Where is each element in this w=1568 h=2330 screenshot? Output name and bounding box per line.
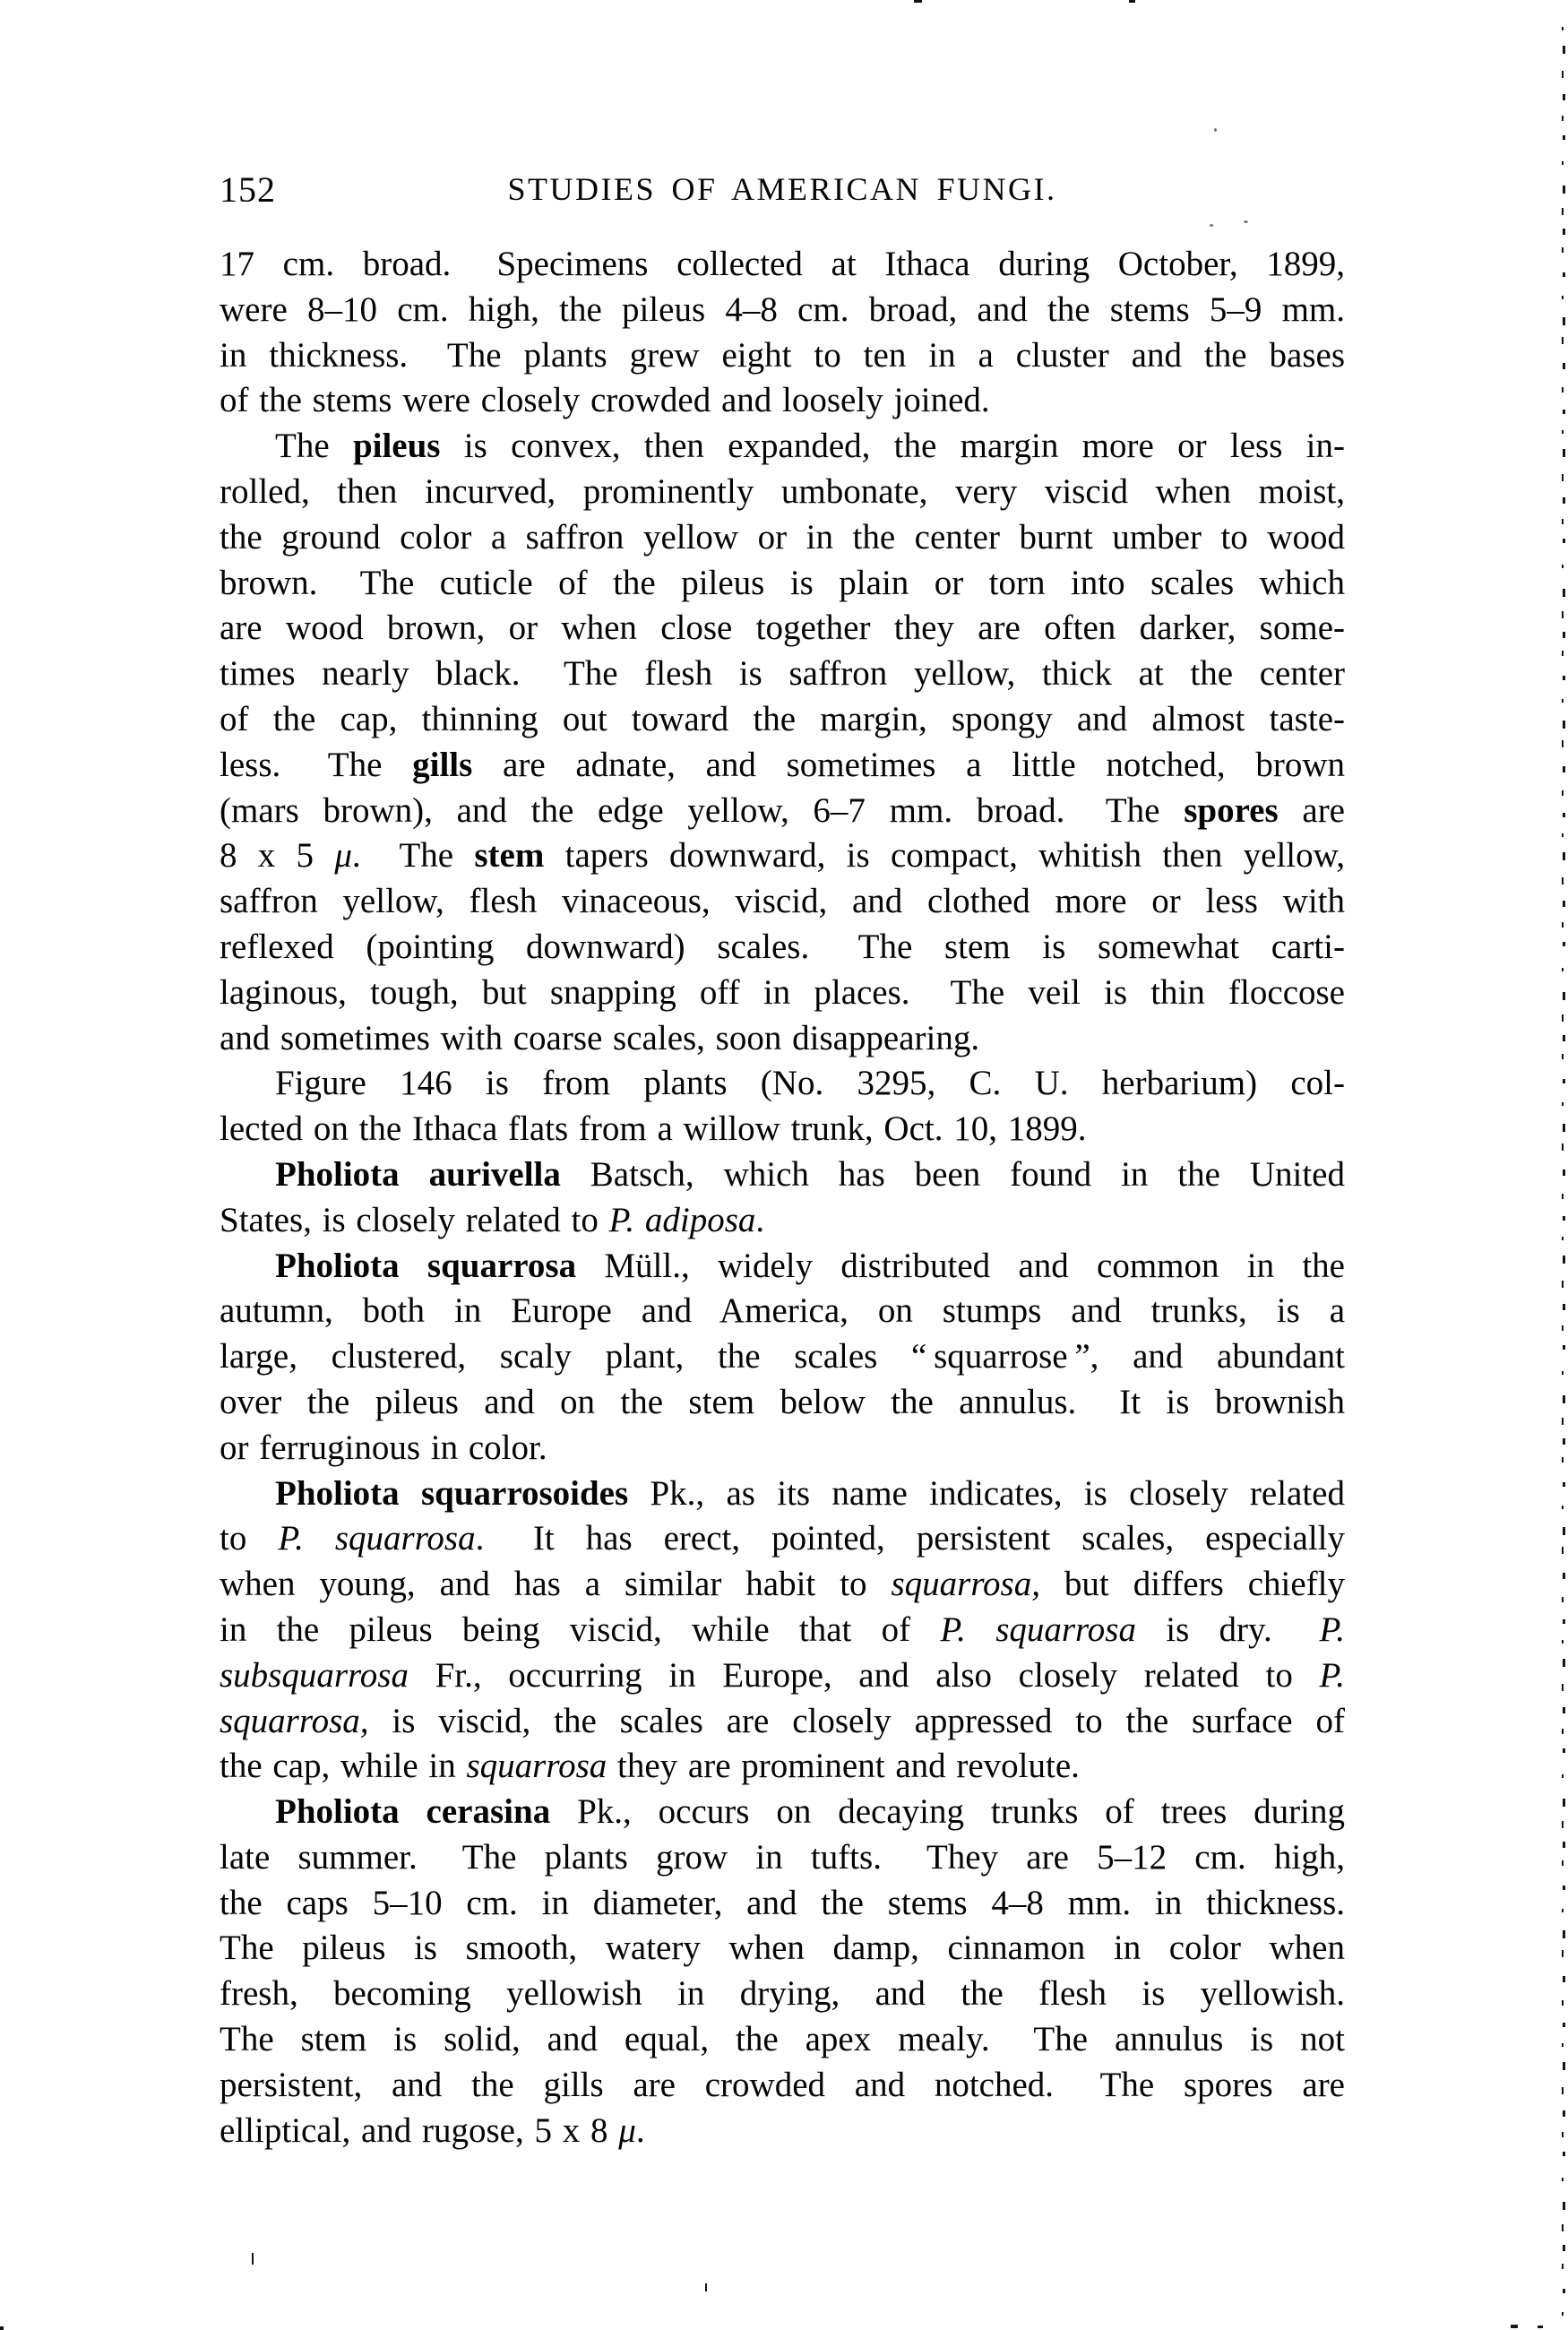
text-run: are — [1278, 790, 1345, 830]
scan-edge-dot — [1563, 229, 1565, 235]
scan-edge-dot — [1562, 1909, 1564, 1912]
scan-edge-dot — [1563, 1842, 1565, 1848]
scan-edge-dot — [1562, 1457, 1564, 1463]
text-run: less. The — [220, 745, 413, 784]
text-line — [220, 1061, 1345, 1107]
text-run: or ferruginous in color. — [220, 1428, 547, 1467]
italic-term: μ — [334, 836, 352, 876]
scan-edge-dot — [1563, 1169, 1565, 1176]
text-line — [220, 2063, 1345, 2109]
scan-edge-dot — [1562, 1102, 1564, 1106]
text-line — [220, 833, 1345, 879]
text-run: the caps 5–10 cm. in diameter, and the stems 4–8 mm. in thickness. — [220, 1883, 1345, 1922]
scan-edge-dot — [1562, 1418, 1564, 1425]
scan-edge-dot — [1562, 1054, 1564, 1059]
scan-edge-dot — [1562, 2087, 1564, 2094]
scan-artifact — [252, 2253, 254, 2265]
text-line — [220, 561, 1345, 607]
text-run: is convex, then expanded, the margin more or less in- — [440, 427, 1345, 466]
scan-edge-dot — [1563, 2152, 1565, 2156]
scan-edge-dot — [1562, 1950, 1564, 1957]
text-line — [220, 1471, 1345, 1517]
text-line — [220, 288, 1345, 333]
bold-term: Pholiota squarrosa — [275, 1246, 577, 1285]
italic-term: squarrosa, — [220, 1701, 369, 1740]
text-line — [220, 1744, 1345, 1790]
scan-edge-dot — [1563, 632, 1565, 638]
scan-edge-dot — [1563, 186, 1565, 194]
text-line — [220, 1653, 1345, 1699]
text-run: . It has erect, pointed, persistent scales, especially — [475, 1519, 1345, 1558]
text-run: Batsch, which has been found in the United — [560, 1154, 1345, 1194]
scan-edge-dot — [1563, 813, 1565, 817]
scan-edge-dot — [1563, 2289, 1565, 2293]
italic-term: squarrosa — [466, 1747, 607, 1786]
scan-edge-dot — [1562, 27, 1564, 30]
scan-edge-dot — [1562, 474, 1564, 481]
scan-edge-dot — [1563, 2245, 1565, 2251]
scan-edge-dot — [1563, 135, 1565, 140]
scan-edge-dot — [1563, 94, 1565, 100]
italic-term: P. — [1319, 1655, 1345, 1695]
italic-term: P. — [1319, 1609, 1346, 1649]
scan-edge-dot — [1562, 2312, 1564, 2316]
scan-artifact — [0, 2326, 4, 2330]
scan-edge-dot — [1562, 1014, 1564, 1022]
scan-edge-dot — [1563, 2062, 1565, 2070]
text-line — [220, 1562, 1345, 1608]
scan-edge-dot — [1562, 1325, 1564, 1331]
text-line — [220, 1334, 1345, 1380]
scan-artifact — [914, 0, 922, 3]
scan-edge-dot — [1563, 497, 1565, 504]
text-run: . The — [351, 836, 475, 876]
text-run: elliptical, and rugose, 5 x 8 — [220, 2110, 619, 2150]
text-line — [220, 789, 1345, 834]
page-header — [220, 167, 1345, 208]
text-line — [220, 925, 1345, 971]
scan-edge-dot — [1562, 2000, 1564, 2006]
scan-edge-dot — [1562, 1237, 1564, 1240]
scan-edge-dot — [1563, 901, 1565, 907]
scan-edge-dot — [1562, 337, 1564, 344]
scan-edge-dot — [1562, 611, 1564, 618]
text-line — [220, 1426, 1345, 1471]
scan-edge-dot — [1563, 589, 1565, 597]
scan-edge-dot — [1563, 1345, 1565, 1350]
scan-edge-dot — [1562, 116, 1564, 121]
italic-term: P. adiposa — [608, 1200, 756, 1239]
scan-edge-dot — [1563, 1124, 1565, 1132]
text-run: . — [635, 2110, 645, 2150]
scan-edge-dot — [1563, 449, 1565, 457]
text-line — [220, 1790, 1345, 1835]
scan-edge-dot — [1562, 1684, 1564, 1691]
scan-edge-dot — [1563, 410, 1565, 414]
text-run: Müll., widely distributed and common in the — [576, 1246, 1345, 1285]
text-run: The stem is solid, and equal, the apex mealy. The annulus is not — [220, 2020, 1345, 2059]
scan-edge-dot — [1563, 1079, 1565, 1083]
text-line — [220, 515, 1345, 561]
text-run: 8 x 5 — [220, 836, 335, 876]
text-run: is viscid, the scales are closely appressed to the surface of — [368, 1701, 1345, 1740]
text-run: of the cap, thinning out toward the margin, spongy and almost taste- — [220, 699, 1345, 738]
text-line — [220, 879, 1345, 925]
scan-edge-dot — [1562, 968, 1564, 971]
text-line — [220, 378, 1345, 424]
text-run: are adnate, and sometimes a little notched, brown — [472, 745, 1345, 784]
text-run: lected on the Ithaca flats from a willow trunk, Oct. 10, 1899. — [220, 1109, 1087, 1149]
scan-edge-dot — [1562, 1729, 1564, 1734]
scan-edge-dot — [1563, 46, 1565, 54]
text-run: and sometimes with coarse scales, soon disappearing. — [220, 1018, 980, 1057]
text-line — [220, 242, 1345, 288]
text-line — [220, 1835, 1345, 1881]
text-run: late summer. The plants grow in tufts. They are 5–12 cm. high, — [220, 1837, 1345, 1877]
text-line — [220, 470, 1345, 515]
scan-edge-dot — [1562, 71, 1564, 78]
scan-edge-dot — [1563, 1976, 1565, 1982]
text-run: is dry. — [1135, 1609, 1320, 1649]
text-run: The — [275, 427, 353, 466]
text-line — [220, 1881, 1345, 1927]
scan-edge-dot — [1562, 430, 1564, 434]
text-line — [220, 1926, 1345, 1972]
italic-term: squarrosa, — [891, 1565, 1040, 1604]
text-run: States, is closely related to — [220, 1200, 609, 1239]
text-run: large, clustered, scaly plant, the scales “ squarrose ”, and abundant — [220, 1337, 1345, 1376]
text-run: Figure 146 is from plants (No. 3295, C. U. herbarium) col- — [275, 1064, 1345, 1103]
scan-edge-dot — [1563, 2202, 1565, 2210]
scan-edge-dot — [1562, 1281, 1564, 1288]
scan-edge-dot — [1562, 2178, 1564, 2181]
scan-edge-dot — [1562, 247, 1564, 253]
text-run: but differs chiefly — [1039, 1565, 1345, 1604]
scan-edge-dot — [1563, 1659, 1565, 1667]
text-line — [220, 606, 1345, 652]
scan-edge-dot — [1562, 922, 1564, 928]
text-line — [220, 1107, 1345, 1152]
italic-term: P. squarrosa — [278, 1519, 476, 1558]
text-run: rolled, then incurved, prominently umbonate, very viscid when moist, — [220, 471, 1345, 511]
scan-edge-dot — [1563, 2023, 1565, 2027]
text-line — [220, 971, 1345, 1016]
text-run: reflexed (pointing downward) scales. The stem is somewhat carti- — [220, 927, 1345, 966]
bold-term: Pholiota aurivella — [275, 1154, 561, 1194]
text-run: fresh, becoming yellowish in drying, and the flesh is yellowish. — [220, 1974, 1345, 2014]
scan-edge-dot — [1562, 699, 1564, 703]
running-title: STUDIES OF AMERICAN FUNGI. — [507, 171, 1057, 207]
scan-edge-dot — [1563, 1707, 1565, 1713]
scan-edge-dot — [1562, 1143, 1564, 1151]
text-run: times nearly black. The flesh is saffron yellow, thick at the center — [220, 654, 1345, 694]
text-line — [220, 1516, 1345, 1562]
page-number: 152 — [220, 169, 276, 210]
text-line — [220, 1016, 1345, 1062]
scan-edge-dot — [1562, 877, 1564, 885]
scan-edge-dot — [1562, 387, 1564, 393]
text-run: tapers downward, is compact, whitish then yellow, — [544, 836, 1346, 876]
text-line — [220, 1699, 1345, 1745]
scan-artifact — [1129, 0, 1135, 3]
text-run: Pk., as its name indicates, is closely related — [628, 1473, 1345, 1513]
text-line — [220, 652, 1345, 697]
text-run: of the stems were closely crowded and loosely joined. — [220, 381, 990, 420]
scan-edge-dot — [1562, 651, 1564, 656]
scan-edge-dot — [1562, 1506, 1564, 1509]
text-run: persistent, and the gills are crowded and notched. The spores are — [220, 2065, 1345, 2104]
text-run: autumn, both in Europe and America, on stumps and trunks, is a — [220, 1291, 1345, 1331]
text-run: 17 cm. broad. Specimens collected at Ithaca during October, 1899, — [220, 245, 1345, 283]
scan-edge-dot — [1562, 740, 1564, 747]
scan-edge-dot — [1562, 790, 1564, 796]
scan-edge-dot — [1562, 2224, 1564, 2231]
bold-term: pileus — [352, 427, 441, 466]
text-line — [220, 1608, 1345, 1653]
scan-edge-dot — [1563, 1930, 1565, 1938]
scan-artifact — [1244, 220, 1248, 223]
scan-edge-dot — [1562, 1371, 1564, 1375]
text-line — [220, 1289, 1345, 1334]
italic-term: P. squarrosa — [940, 1609, 1136, 1649]
scan-edge-dot — [1563, 1395, 1565, 1403]
text-line — [220, 1380, 1345, 1426]
scan-edge-dot — [1563, 721, 1565, 729]
text-run: were 8–10 cm. high, the pileus 4–8 cm. broad, and the stems 5–9 mm. — [220, 289, 1345, 329]
scan-edge-dot — [1562, 1547, 1564, 1554]
scan-artifact — [705, 2283, 707, 2291]
scan-edge-dot — [1562, 519, 1564, 524]
text-run: the ground color a saffron yellow or in the center burnt umber to wood — [220, 517, 1345, 557]
scan-edge-dot — [1563, 766, 1565, 772]
scan-edge-dot — [1562, 1774, 1564, 1778]
scan-edge-dot — [1563, 1035, 1565, 1041]
text-line — [220, 1198, 1345, 1244]
bold-term: gills — [412, 745, 473, 784]
bold-term: Pholiota squarrosoides — [275, 1473, 629, 1513]
text-run: the cap, while in — [220, 1747, 467, 1786]
scan-edge-dot — [1562, 1194, 1564, 1199]
text-run: laginous, tough, but snapping off in places. The veil is thin floccose — [220, 972, 1345, 1012]
scan-edge-dot — [1562, 1821, 1564, 1828]
scan-edge-dot — [1563, 2110, 1565, 2117]
scan-edge-dot — [1563, 363, 1565, 369]
scan-edge-dot — [1563, 539, 1565, 543]
scan-artifact — [1210, 224, 1213, 227]
text-run: over the pileus and on the stem below the annulus. It is brownish — [220, 1382, 1345, 1421]
scan-edge-dot — [1563, 992, 1565, 1000]
text-line — [220, 2017, 1345, 2063]
bold-term: Pholiota cerasina — [275, 1792, 551, 1832]
text-line — [220, 697, 1345, 743]
scan-edge-dot — [1563, 1573, 1565, 1579]
scan-edge-dot — [1563, 1619, 1565, 1624]
text-run: The pileus is smooth, watery when damp, cinnamon in color when — [220, 1929, 1345, 1968]
text-run: brown. The cuticle of the pileus is plain or torn into scales which — [220, 563, 1345, 602]
text-run: . — [755, 1200, 765, 1239]
scan-edge-dot — [1563, 1438, 1565, 1445]
scan-edge-dot — [1562, 2132, 1564, 2137]
scan-edge-dot — [1563, 942, 1565, 946]
scan-edge-dot — [1563, 1216, 1565, 1221]
scan-edge-dot — [1563, 1527, 1565, 1535]
text-run: saffron yellow, flesh vinaceous, viscid, and clothed more or less with — [220, 882, 1345, 921]
scan-edge-dot — [1563, 1886, 1565, 1890]
text-line — [220, 1152, 1345, 1198]
scan-edge-dot — [1562, 833, 1564, 837]
text-line — [220, 2109, 1345, 2154]
text-run: in the pileus being viscid, while that of — [220, 1609, 941, 1649]
text-block — [220, 242, 1345, 2153]
scan-edge-dot — [1562, 161, 1564, 165]
scan-edge-dot — [1563, 1304, 1565, 1310]
text-line — [220, 333, 1345, 379]
bold-term: spores — [1184, 790, 1279, 830]
scan-edge-dot — [1562, 208, 1564, 215]
text-run: Pk., occurs on decaying trunks of trees during — [550, 1792, 1345, 1832]
text-run: are wood brown, or when close together they are often darker, some- — [220, 608, 1345, 648]
text-line — [220, 424, 1345, 470]
text-run: in thickness. The plants grew eight to ten in a cluster and the bases — [220, 335, 1345, 375]
italic-term: subsquarrosa — [220, 1655, 409, 1695]
text-line — [220, 743, 1345, 789]
scan-edge-dot — [1563, 317, 1565, 325]
scan-edge-dot — [1562, 1597, 1564, 1602]
bold-term: stem — [474, 836, 545, 876]
scan-artifact — [1538, 2326, 1543, 2328]
text-run: to — [220, 1519, 279, 1558]
text-run: Fr., occurring in Europe, and also closely related to — [408, 1655, 1320, 1695]
scan-edge-dot — [1562, 565, 1564, 568]
scan-edge-dot — [1563, 1799, 1565, 1807]
scan-edge-dot — [1562, 1640, 1564, 1644]
scan-edge-dot — [1563, 1256, 1565, 1264]
scan-edge-dot — [1562, 1860, 1564, 1866]
scan-edge-dot — [1563, 1748, 1565, 1753]
text-line — [220, 1244, 1345, 1290]
scan-edge-dot — [1562, 2043, 1564, 2047]
italic-term: μ — [618, 2110, 636, 2150]
text-run: they are prominent and revolute. — [607, 1747, 1080, 1786]
scan-edge-dot — [1562, 2264, 1564, 2269]
text-run: (mars brown), and the edge yellow, 6–7 mm. broad. The — [220, 790, 1185, 830]
scan-edge-dot — [1562, 296, 1564, 299]
scan-edge-dot — [1563, 272, 1565, 277]
scan-edge-dot — [1563, 1482, 1565, 1487]
scan-edge-dot — [1563, 852, 1565, 860]
scan-edge-dot — [1563, 676, 1565, 680]
text-run: when young, and has a similar habit to — [220, 1565, 892, 1604]
scan-artifact — [1214, 128, 1217, 132]
text-line — [220, 1972, 1345, 2017]
scan-artifact — [1511, 2325, 1518, 2328]
